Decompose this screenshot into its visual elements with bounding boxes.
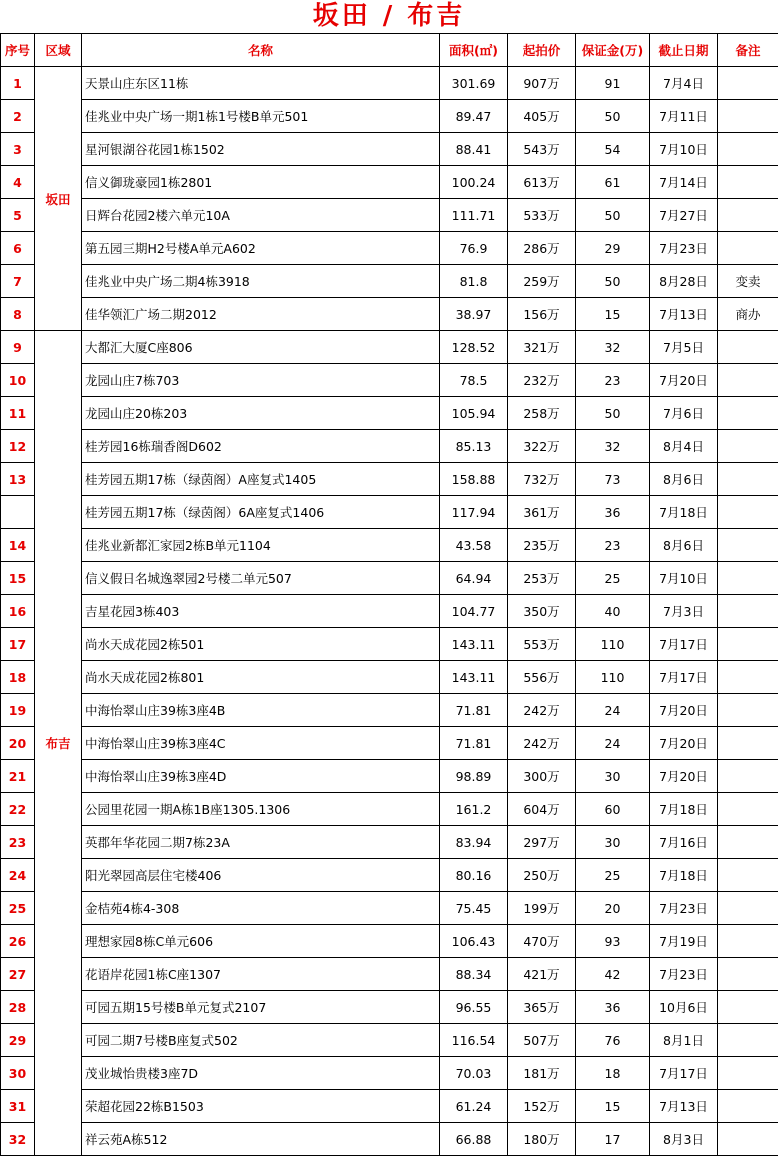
- deadline-cell: 8月1日: [650, 1024, 718, 1057]
- deadline-cell: 7月11日: [650, 100, 718, 133]
- area-cell: 64.94: [440, 562, 508, 595]
- note-cell: [718, 100, 778, 133]
- deadline-cell: 7月19日: [650, 925, 718, 958]
- property-name: 吉星花园3栋403: [82, 595, 440, 628]
- deadline-cell: 7月17日: [650, 661, 718, 694]
- table-row: [1, 1057, 778, 1090]
- price-cell: 732万: [508, 463, 576, 496]
- table-row: [1, 397, 778, 430]
- price-cell: 533万: [508, 199, 576, 232]
- header-deposit: 保证金(万): [576, 34, 650, 67]
- property-name: 尚水天成花园2栋801: [82, 661, 440, 694]
- table-row: [1, 496, 778, 529]
- deposit-cell: 25: [576, 859, 650, 892]
- note-cell: [718, 397, 778, 430]
- row-index: [1, 496, 35, 529]
- table-row: [1, 793, 778, 826]
- row-index: 6: [1, 232, 35, 265]
- price-cell: 470万: [508, 925, 576, 958]
- price-cell: 152万: [508, 1090, 576, 1123]
- deposit-cell: 36: [576, 496, 650, 529]
- area-cell: 70.03: [440, 1057, 508, 1090]
- listing-table: [0, 33, 778, 1156]
- row-index: 29: [1, 1024, 35, 1057]
- note-cell: [718, 892, 778, 925]
- header-index: 序号: [1, 34, 35, 67]
- row-index: 7: [1, 265, 35, 298]
- note-cell: 变卖: [718, 265, 778, 298]
- property-name: 佳华领汇广场二期2012: [82, 298, 440, 331]
- row-index: 12: [1, 430, 35, 463]
- area-cell: 76.9: [440, 232, 508, 265]
- row-index: 24: [1, 859, 35, 892]
- note-cell: [718, 694, 778, 727]
- row-index: 31: [1, 1090, 35, 1123]
- note-cell: [718, 67, 778, 100]
- deposit-cell: 110: [576, 628, 650, 661]
- row-index: 23: [1, 826, 35, 859]
- deadline-cell: 7月13日: [650, 1090, 718, 1123]
- deposit-cell: 50: [576, 397, 650, 430]
- area-cell: 71.81: [440, 694, 508, 727]
- property-name: 金桔苑4栋4-308: [82, 892, 440, 925]
- row-index: 5: [1, 199, 35, 232]
- property-name: 花语岸花园1栋C座1307: [82, 958, 440, 991]
- row-index: 10: [1, 364, 35, 397]
- price-cell: 604万: [508, 793, 576, 826]
- area-cell: 116.54: [440, 1024, 508, 1057]
- table-row: [1, 265, 778, 298]
- price-cell: 507万: [508, 1024, 576, 1057]
- deadline-cell: 8月6日: [650, 463, 718, 496]
- deadline-cell: 7月20日: [650, 760, 718, 793]
- property-name: 桂芳园五期17栋（绿茵阁）6A座复式1406: [82, 496, 440, 529]
- deposit-cell: 17: [576, 1123, 650, 1156]
- note-cell: [718, 958, 778, 991]
- table-row: [1, 826, 778, 859]
- deadline-cell: 8月28日: [650, 265, 718, 298]
- note-cell: [718, 826, 778, 859]
- area-cell: 38.97: [440, 298, 508, 331]
- deposit-cell: 54: [576, 133, 650, 166]
- header-price: 起拍价: [508, 34, 576, 67]
- row-index: 30: [1, 1057, 35, 1090]
- property-name: 祥云苑A栋512: [82, 1123, 440, 1156]
- price-cell: 242万: [508, 727, 576, 760]
- row-index: 4: [1, 166, 35, 199]
- deposit-cell: 32: [576, 430, 650, 463]
- deadline-cell: 7月6日: [650, 397, 718, 430]
- deadline-cell: 7月10日: [650, 562, 718, 595]
- price-cell: 297万: [508, 826, 576, 859]
- note-cell: [718, 529, 778, 562]
- note-cell: [718, 628, 778, 661]
- note-cell: [718, 727, 778, 760]
- row-index: 28: [1, 991, 35, 1024]
- property-name: 信义假日名城逸翠园2号楼二单元507: [82, 562, 440, 595]
- header-deadline: 截止日期: [650, 34, 718, 67]
- deposit-cell: 110: [576, 661, 650, 694]
- row-index: 32: [1, 1123, 35, 1156]
- area-cell: 83.94: [440, 826, 508, 859]
- deadline-cell: 7月5日: [650, 331, 718, 364]
- table-row: [1, 298, 778, 331]
- area-cell: 105.94: [440, 397, 508, 430]
- deposit-cell: 91: [576, 67, 650, 100]
- property-name: 日辉台花园2楼六单元10A: [82, 199, 440, 232]
- price-cell: 180万: [508, 1123, 576, 1156]
- table-row: [1, 199, 778, 232]
- area-cell: 301.69: [440, 67, 508, 100]
- header-name: 名称: [82, 34, 440, 67]
- property-name: 英郡年华花园二期7栋23A: [82, 826, 440, 859]
- price-cell: 556万: [508, 661, 576, 694]
- row-index: 16: [1, 595, 35, 628]
- note-cell: [718, 991, 778, 1024]
- table-row: [1, 859, 778, 892]
- property-name: 龙园山庄20栋203: [82, 397, 440, 430]
- note-cell: [718, 859, 778, 892]
- deposit-cell: 50: [576, 100, 650, 133]
- price-cell: 365万: [508, 991, 576, 1024]
- note-cell: [718, 199, 778, 232]
- table-row: [1, 1024, 778, 1057]
- note-cell: [718, 793, 778, 826]
- price-cell: 258万: [508, 397, 576, 430]
- area-cell: 75.45: [440, 892, 508, 925]
- deposit-cell: 61: [576, 166, 650, 199]
- table-row: [1, 661, 778, 694]
- table-row: [1, 166, 778, 199]
- table-row: [1, 760, 778, 793]
- table-row: [1, 232, 778, 265]
- price-cell: 156万: [508, 298, 576, 331]
- region-cell: 坂田: [35, 67, 82, 331]
- note-cell: [718, 760, 778, 793]
- property-name: 桂芳园16栋瑞香阁D602: [82, 430, 440, 463]
- deposit-cell: 20: [576, 892, 650, 925]
- area-cell: 143.11: [440, 628, 508, 661]
- deposit-cell: 18: [576, 1057, 650, 1090]
- price-cell: 322万: [508, 430, 576, 463]
- price-cell: 242万: [508, 694, 576, 727]
- price-cell: 543万: [508, 133, 576, 166]
- area-cell: 89.47: [440, 100, 508, 133]
- area-cell: 66.88: [440, 1123, 508, 1156]
- deposit-cell: 73: [576, 463, 650, 496]
- area-cell: 106.43: [440, 925, 508, 958]
- deposit-cell: 23: [576, 364, 650, 397]
- row-index: 18: [1, 661, 35, 694]
- table-row: [1, 100, 778, 133]
- price-cell: 350万: [508, 595, 576, 628]
- area-cell: 111.71: [440, 199, 508, 232]
- header-region: 区域: [35, 34, 82, 67]
- table-row: [1, 628, 778, 661]
- price-cell: 321万: [508, 331, 576, 364]
- deposit-cell: 25: [576, 562, 650, 595]
- area-cell: 71.81: [440, 727, 508, 760]
- note-cell: [718, 496, 778, 529]
- deadline-cell: 7月27日: [650, 199, 718, 232]
- deposit-cell: 15: [576, 1090, 650, 1123]
- area-cell: 85.13: [440, 430, 508, 463]
- note-cell: [718, 166, 778, 199]
- note-cell: [718, 232, 778, 265]
- deadline-cell: 8月3日: [650, 1123, 718, 1156]
- table-row: [1, 133, 778, 166]
- header-note: 备注: [718, 34, 778, 67]
- area-cell: 81.8: [440, 265, 508, 298]
- deposit-cell: 93: [576, 925, 650, 958]
- note-cell: [718, 1090, 778, 1123]
- table-row: [1, 958, 778, 991]
- page-title: 坂田 / 布吉: [312, 1, 466, 31]
- price-cell: 421万: [508, 958, 576, 991]
- deadline-cell: 7月4日: [650, 67, 718, 100]
- property-name: 大都汇大厦C座806: [82, 331, 440, 364]
- row-index: 3: [1, 133, 35, 166]
- area-cell: 43.58: [440, 529, 508, 562]
- deadline-cell: 8月6日: [650, 529, 718, 562]
- table-row: [1, 562, 778, 595]
- price-cell: 300万: [508, 760, 576, 793]
- property-name: 第五园三期H2号楼A单元A602: [82, 232, 440, 265]
- price-cell: 199万: [508, 892, 576, 925]
- deadline-cell: 7月14日: [650, 166, 718, 199]
- area-cell: 158.88: [440, 463, 508, 496]
- property-name: 可园五期15号楼B单元复式2107: [82, 991, 440, 1024]
- row-index: 1: [1, 67, 35, 100]
- deposit-cell: 24: [576, 727, 650, 760]
- deadline-cell: 7月18日: [650, 793, 718, 826]
- deposit-cell: 15: [576, 298, 650, 331]
- table-row: [1, 727, 778, 760]
- area-cell: 128.52: [440, 331, 508, 364]
- price-cell: 250万: [508, 859, 576, 892]
- row-index: 11: [1, 397, 35, 430]
- price-cell: 613万: [508, 166, 576, 199]
- area-cell: 96.55: [440, 991, 508, 1024]
- price-cell: 181万: [508, 1057, 576, 1090]
- price-cell: 361万: [508, 496, 576, 529]
- note-cell: [718, 430, 778, 463]
- table-row: [1, 364, 778, 397]
- area-cell: 78.5: [440, 364, 508, 397]
- deposit-cell: 50: [576, 265, 650, 298]
- price-cell: 259万: [508, 265, 576, 298]
- row-index: 27: [1, 958, 35, 991]
- property-name: 中海怡翠山庄39栋3座4D: [82, 760, 440, 793]
- deadline-cell: 7月13日: [650, 298, 718, 331]
- property-name: 星河银湖谷花园1栋1502: [82, 133, 440, 166]
- property-name: 茂业城怡贵楼3座7D: [82, 1057, 440, 1090]
- note-cell: 商办: [718, 298, 778, 331]
- property-name: 可园二期7号楼B座复式502: [82, 1024, 440, 1057]
- table-row: [1, 463, 778, 496]
- area-cell: 104.77: [440, 595, 508, 628]
- table-row: [1, 991, 778, 1024]
- price-cell: 907万: [508, 67, 576, 100]
- price-cell: 253万: [508, 562, 576, 595]
- price-cell: 286万: [508, 232, 576, 265]
- property-name: 荣超花园22栋B1503: [82, 1090, 440, 1123]
- note-cell: [718, 364, 778, 397]
- price-cell: 553万: [508, 628, 576, 661]
- deadline-cell: 7月18日: [650, 496, 718, 529]
- deposit-cell: 23: [576, 529, 650, 562]
- row-index: 14: [1, 529, 35, 562]
- row-index: 19: [1, 694, 35, 727]
- area-cell: 88.34: [440, 958, 508, 991]
- property-name: 理想家园8栋C单元606: [82, 925, 440, 958]
- deadline-cell: 7月10日: [650, 133, 718, 166]
- deposit-cell: 36: [576, 991, 650, 1024]
- table-row: [1, 1090, 778, 1123]
- deposit-cell: 40: [576, 595, 650, 628]
- deposit-cell: 50: [576, 199, 650, 232]
- deposit-cell: 76: [576, 1024, 650, 1057]
- note-cell: [718, 1057, 778, 1090]
- property-name: 龙园山庄7栋703: [82, 364, 440, 397]
- area-cell: 88.41: [440, 133, 508, 166]
- row-index: 26: [1, 925, 35, 958]
- table-row: [1, 595, 778, 628]
- property-name: 中海怡翠山庄39栋3座4B: [82, 694, 440, 727]
- deposit-cell: 24: [576, 694, 650, 727]
- property-name: 中海怡翠山庄39栋3座4C: [82, 727, 440, 760]
- note-cell: [718, 661, 778, 694]
- property-name: 信义御珑豪园1栋2801: [82, 166, 440, 199]
- property-name: 佳兆业新都汇家园2栋B单元1104: [82, 529, 440, 562]
- note-cell: [718, 463, 778, 496]
- deadline-cell: 7月23日: [650, 232, 718, 265]
- note-cell: [718, 595, 778, 628]
- deposit-cell: 30: [576, 826, 650, 859]
- price-cell: 232万: [508, 364, 576, 397]
- table-row: [1, 67, 778, 100]
- area-cell: 117.94: [440, 496, 508, 529]
- area-cell: 100.24: [440, 166, 508, 199]
- deposit-cell: 29: [576, 232, 650, 265]
- deposit-cell: 32: [576, 331, 650, 364]
- price-cell: 405万: [508, 100, 576, 133]
- area-cell: 98.89: [440, 760, 508, 793]
- property-name: 尚水天成花园2栋501: [82, 628, 440, 661]
- deadline-cell: 7月23日: [650, 958, 718, 991]
- deadline-cell: 7月17日: [650, 628, 718, 661]
- row-index: 25: [1, 892, 35, 925]
- price-cell: 235万: [508, 529, 576, 562]
- deposit-cell: 60: [576, 793, 650, 826]
- deadline-cell: 7月3日: [650, 595, 718, 628]
- note-cell: [718, 562, 778, 595]
- deadline-cell: 7月18日: [650, 859, 718, 892]
- row-index: 13: [1, 463, 35, 496]
- note-cell: [718, 331, 778, 364]
- deposit-cell: 30: [576, 760, 650, 793]
- area-cell: 80.16: [440, 859, 508, 892]
- property-name: 公园里花园一期A栋1B座1305.1306: [82, 793, 440, 826]
- note-cell: [718, 1024, 778, 1057]
- deadline-cell: 7月20日: [650, 727, 718, 760]
- table-row: [1, 925, 778, 958]
- deadline-cell: 8月4日: [650, 430, 718, 463]
- deposit-cell: 42: [576, 958, 650, 991]
- deadline-cell: 7月20日: [650, 364, 718, 397]
- deadline-cell: 7月17日: [650, 1057, 718, 1090]
- deadline-cell: 7月20日: [650, 694, 718, 727]
- row-index: 2: [1, 100, 35, 133]
- row-index: 17: [1, 628, 35, 661]
- header-area: 面积(㎡): [440, 34, 508, 67]
- row-index: 9: [1, 331, 35, 364]
- area-cell: 161.2: [440, 793, 508, 826]
- deadline-cell: 10月6日: [650, 991, 718, 1024]
- deadline-cell: 7月23日: [650, 892, 718, 925]
- area-cell: 61.24: [440, 1090, 508, 1123]
- header-row: [1, 34, 778, 67]
- row-index: 21: [1, 760, 35, 793]
- property-name: 阳光翠园高层住宅楼406: [82, 859, 440, 892]
- table-row: [1, 694, 778, 727]
- note-cell: [718, 925, 778, 958]
- area-cell: 143.11: [440, 661, 508, 694]
- property-name: 佳兆业中央广场二期4栋3918: [82, 265, 440, 298]
- deadline-cell: 7月16日: [650, 826, 718, 859]
- property-name: 佳兆业中央广场一期1栋1号楼B单元501: [82, 100, 440, 133]
- table-row: [1, 430, 778, 463]
- property-name: 桂芳园五期17栋（绿茵阁）A座复式1405: [82, 463, 440, 496]
- row-index: 20: [1, 727, 35, 760]
- row-index: 22: [1, 793, 35, 826]
- table-row: [1, 529, 778, 562]
- note-cell: [718, 1123, 778, 1156]
- row-index: 8: [1, 298, 35, 331]
- table-row: [1, 1123, 778, 1156]
- property-name: 天景山庄东区11栋: [82, 67, 440, 100]
- table-row: [1, 331, 778, 364]
- region-cell: 布吉: [35, 331, 82, 1156]
- row-index: 15: [1, 562, 35, 595]
- table-row: [1, 892, 778, 925]
- note-cell: [718, 133, 778, 166]
